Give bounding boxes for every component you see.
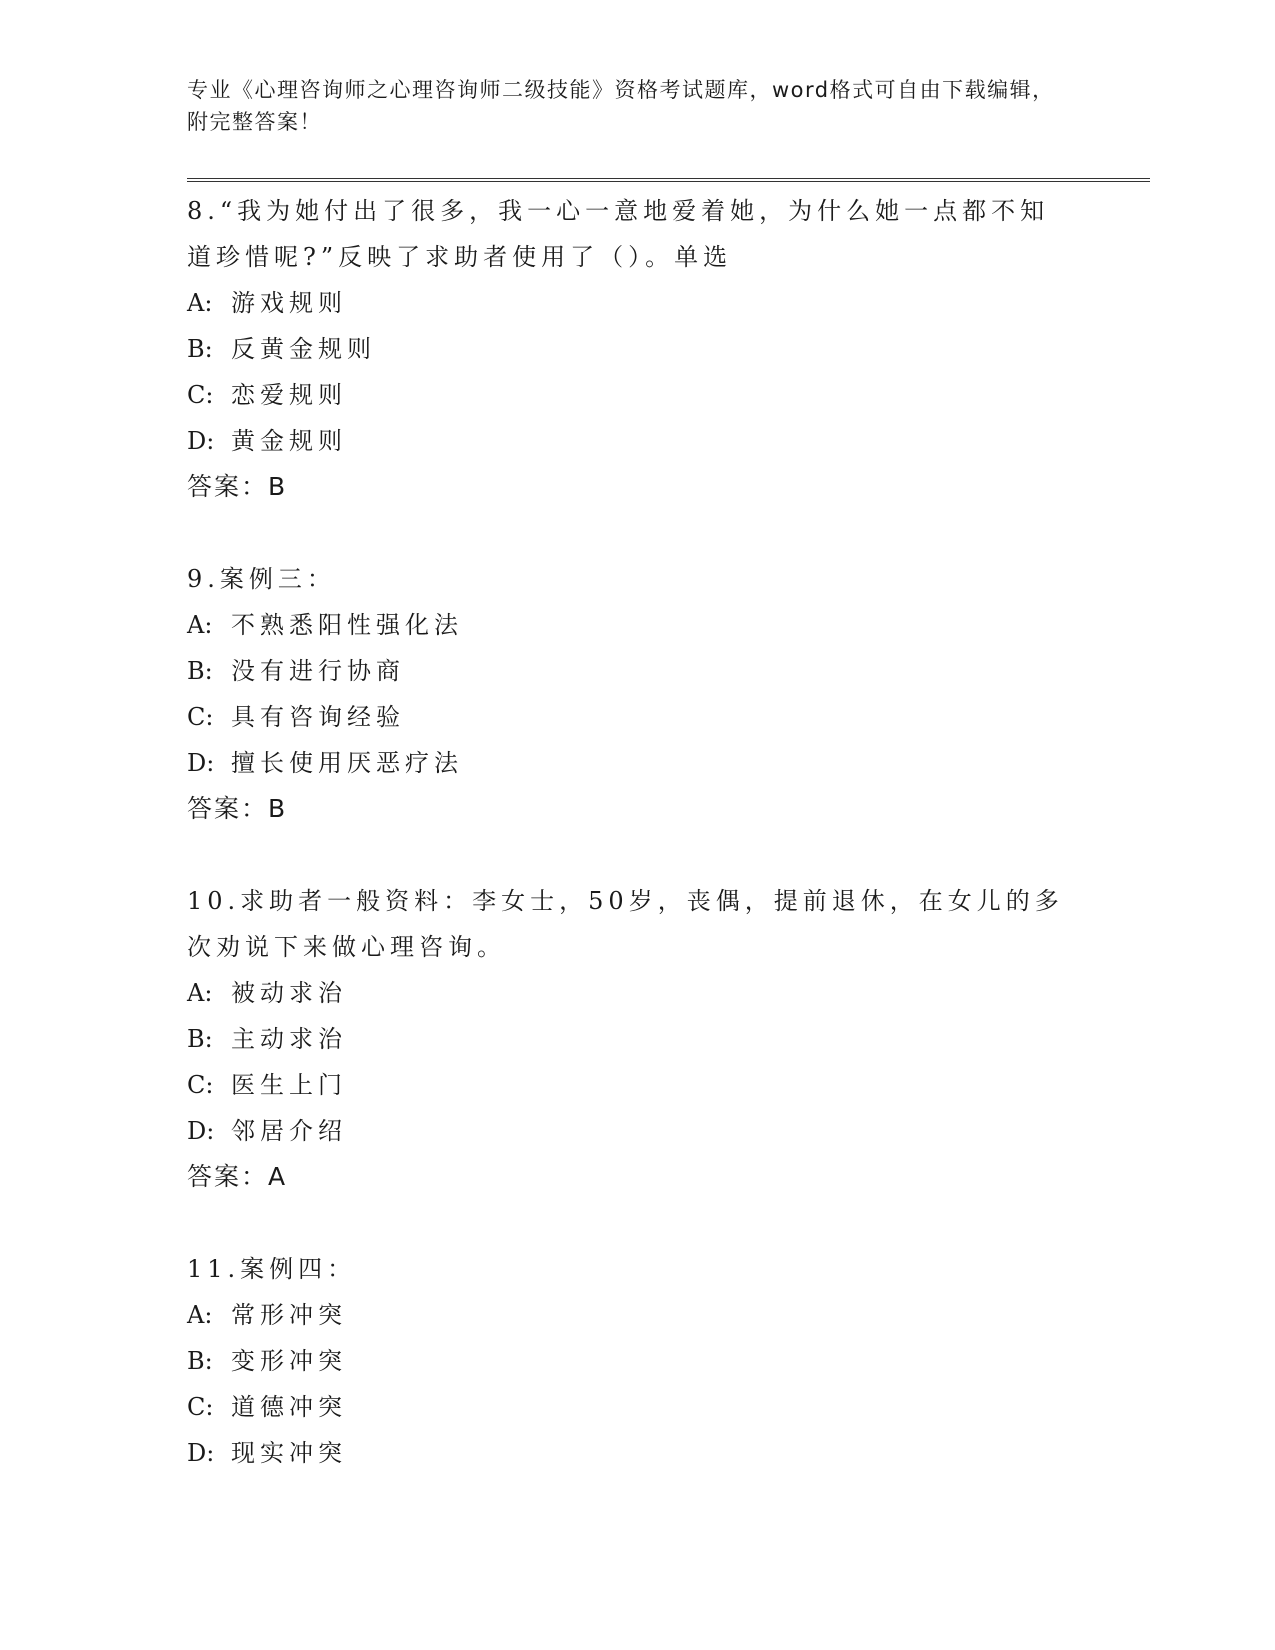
- option-c: [187, 1062, 1087, 1108]
- option-b: [187, 326, 1087, 372]
- option-b: [187, 648, 1087, 694]
- option-letter: C:: [187, 703, 214, 731]
- option-text: 被动求治: [231, 979, 347, 1007]
- question-11: [187, 1246, 1087, 1476]
- option-text: 道德冲突: [231, 1393, 347, 1421]
- option-d: [187, 740, 1087, 786]
- question-stem: 8.“我为她付出了很多，我一心一意地爱着她，为什么她一点都不知道珍惜呢?”反映了求助者使用了（）。单选: [187, 197, 1050, 271]
- option-c: [187, 1384, 1087, 1430]
- option-a: [187, 970, 1087, 1016]
- option-text: 没有进行协商: [231, 657, 405, 685]
- option-letter: B:: [187, 657, 213, 685]
- option-text: 不熟悉阳性强化法: [231, 611, 463, 639]
- option-letter: D:: [187, 427, 215, 455]
- question-list: [187, 188, 1087, 1522]
- option-d: [187, 1108, 1087, 1154]
- option-letter: C:: [187, 381, 214, 409]
- document-header: 专业《心理咨询师之心理咨询师二级技能》资格考试题库，word格式可自由下载编辑，附完整答案！: [187, 78, 1055, 134]
- option-d: [187, 418, 1087, 464]
- answer-line: 答案：B: [187, 794, 288, 823]
- option-letter: A:: [187, 289, 213, 317]
- option-a: [187, 602, 1087, 648]
- answer-line: 答案：B: [187, 472, 288, 501]
- option-letter: B:: [187, 1347, 213, 1375]
- option-text: 具有咨询经验: [231, 703, 405, 731]
- question-stem: 11.案例四：: [187, 1255, 357, 1283]
- option-a: [187, 1292, 1087, 1338]
- option-text: 邻居介绍: [231, 1117, 347, 1145]
- option-c: [187, 372, 1087, 418]
- option-c: [187, 694, 1087, 740]
- option-b: [187, 1338, 1087, 1384]
- option-text: 游戏规则: [231, 289, 347, 317]
- question-8: [187, 188, 1087, 510]
- option-letter: A:: [187, 611, 213, 639]
- option-letter: B:: [187, 335, 213, 363]
- option-d: [187, 1430, 1087, 1476]
- option-letter: A:: [187, 979, 213, 1007]
- question-stem: 9.案例三：: [187, 565, 336, 593]
- option-b: [187, 1016, 1087, 1062]
- option-letter: D:: [187, 749, 215, 777]
- option-text: 黄金规则: [231, 427, 347, 455]
- option-text: 反黄金规则: [231, 335, 376, 363]
- option-text: 主动求治: [231, 1025, 347, 1053]
- question-stem: 10.求助者一般资料：李女士，50岁，丧偶，提前退休，在女儿的多次劝说下来做心理咨询。: [187, 887, 1064, 961]
- option-letter: A:: [187, 1301, 213, 1329]
- option-text: 变形冲突: [231, 1347, 347, 1375]
- header-divider: [187, 178, 1150, 182]
- answer-line: 答案：A: [187, 1162, 288, 1191]
- option-a: [187, 280, 1087, 326]
- option-text: 擅长使用厌恶疗法: [231, 749, 463, 777]
- option-letter: D:: [187, 1117, 215, 1145]
- option-text: 恋爱规则: [231, 381, 347, 409]
- option-letter: C:: [187, 1393, 214, 1421]
- option-text: 常形冲突: [231, 1301, 347, 1329]
- option-text: 医生上门: [231, 1071, 347, 1099]
- question-9: [187, 556, 1087, 832]
- option-letter: C:: [187, 1071, 214, 1099]
- option-text: 现实冲突: [231, 1439, 347, 1467]
- option-letter: B:: [187, 1025, 213, 1053]
- question-10: [187, 878, 1087, 1200]
- option-letter: D:: [187, 1439, 215, 1467]
